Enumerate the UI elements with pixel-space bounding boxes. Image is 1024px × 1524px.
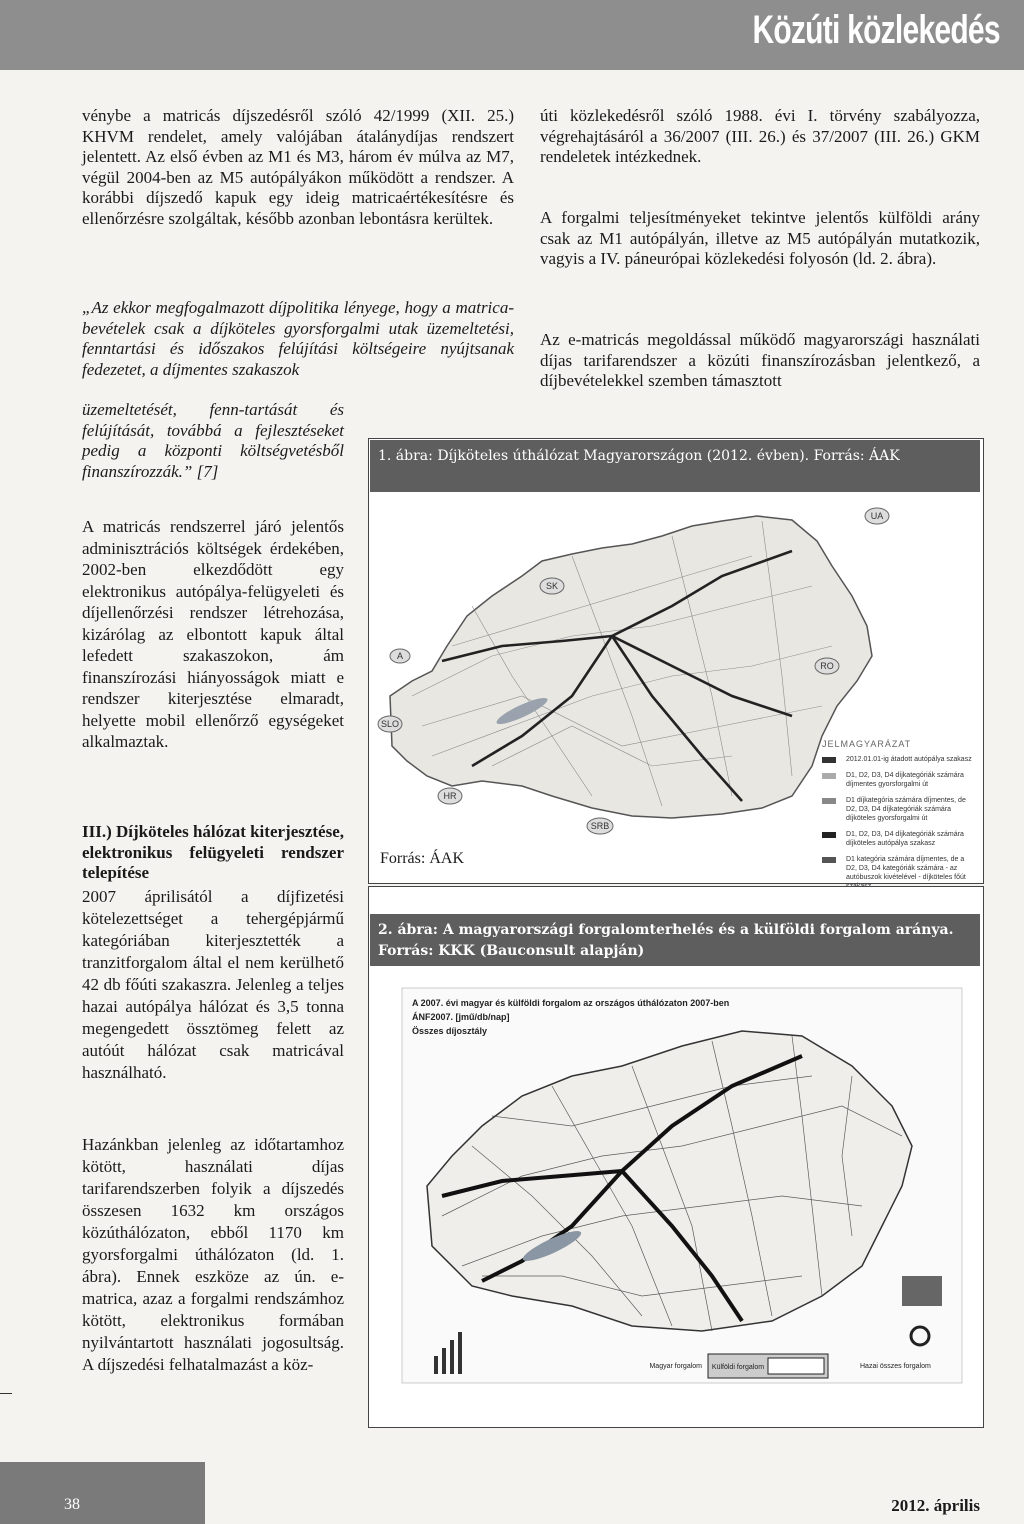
- section-title: Közúti közlekedés: [752, 8, 1000, 52]
- legend-title: JELMAGYARÁZAT: [822, 739, 912, 749]
- quote-part-1: „Az ekkor megfogalmazott díjpolitika lényege, hogy a matrica-bevételek csak a díjköteles gyorsforgalmi utak üzemeltetési, fenntartási és időszakos felújítási költségeire nyújtsanak fedezetet, a díjmentes szakaszok: [82, 298, 514, 379]
- paragraph-r1: úti közlekedésről szóló 1988. évi I. törvény szabályozza, végrehajtásáról a 36/2007 (III. 26.) és 37/2007 (III. 26.) GKM rendeletek intézkednek.: [540, 106, 980, 166]
- figure-2-caption: 2. ábra: A magyarországi forgalomterhelés és a külföldi forgalom aránya. Forrás: KKK (Bauconsult alapján): [370, 914, 980, 966]
- quote-part-2: üzemeltetését, fenn-tartását és felújítását, továbbá a fejlesztéseket pedig a központi költségvetésből finanszírozzák.” [7]: [82, 400, 344, 481]
- paragraph-4: Hazánkban jelenleg az időtartamhoz kötött, használati díjas tarifarendszerben folyik a díjszedés összesen 1632 km országos közúthálózaton, ebből 1170 km gyorsforgalmi úthálózaton (ld. 1. ábra). Ennek eszköze az ún. e-matrica, azaz a forgalmi rendszámhoz kötött, elektronikus formában nyilvántartott használati jogosultság. A díjszedési felhatalmazást a köz-: [82, 1135, 344, 1374]
- legend-item: 2012.01.01-ig átadott autópálya szakasz: [822, 755, 976, 764]
- legend-item: D1 díjkategória számára díjmentes, de D2, D3, D4 díjkategóriák számára díjköteles gyorsforgalmi út: [822, 796, 976, 823]
- map-label-srb: SRB: [590, 821, 610, 831]
- legend-item: D1, D2, D3, D4 díjkategóriák számára díjmentes gyorsforgalmi út: [822, 771, 976, 789]
- figure-1-source: Forrás: ÁAK: [380, 850, 464, 867]
- map-label-a: A: [396, 651, 404, 661]
- map2-legend-total: Hazai összes forgalom: [860, 1363, 931, 1370]
- paragraph-r2: A forgalmi teljesítményeket tekintve jelentős külföldi arány csak az M1 autópályán, illetve az M5 autópályán mutatkozik, vagyis a IV. páneurópai közlekedési folyosón (ld. 2. ábra).: [540, 208, 980, 268]
- page-number: 38: [64, 1496, 80, 1513]
- map2-legend-hungarian: Magyar forgalom: [649, 1363, 702, 1370]
- footer-bar: [0, 1462, 205, 1524]
- map-label-ro: RO: [820, 661, 834, 671]
- paragraph-2: A matricás rendszerrel járó jelentős adminisztrációs költségek érdekében, 2002-ben elkezdődött egy elektronikus autópálya-felügyeleti és díjellenőrzési rendszer létrehozása, kizárólag az elbontott kapuk által lefedett szakaszokon, ám finanszírozási hiányosságok miatt e rendszer kiterjesztése elmaradt, helyette mobil ellenőrző egységeket alkalmaztak.: [82, 517, 344, 751]
- map2-subtitle: ÁNF2007. [jmű/db/nap]: [412, 1012, 510, 1022]
- paragraph-3: 2007 áprilisától a díjfizetési kötelezettséget a tehergépjármű kategóriában kiterjesztették a tranzitforgalom által el nem kerülhető 42 db főúti szakaszra. Jelenleg a teljes hazai autópálya hálózat és 3,5 tonna megengedett össztömeg felett az autóút hálózat csak matricával használható.: [82, 887, 344, 1082]
- legend-item: D1, D2, D3, D4 díjkategóriák számára díjköteles autópálya szakasz: [822, 830, 976, 848]
- map-label-slo: SLO: [380, 719, 400, 729]
- margin-rule: [0, 1393, 12, 1394]
- figure-2-map: [372, 976, 978, 1416]
- map2-legend-foreign: Külföldi forgalom: [711, 1364, 765, 1371]
- figure-1-caption: 1. ábra: Díjköteles úthálózat Magyarországon (2012. évben). Forrás: ÁAK: [370, 440, 980, 492]
- map-label-hr: HR: [443, 791, 457, 801]
- map-label-sk: SK: [545, 581, 559, 591]
- map2-subtitle-2: Összes díjosztály: [412, 1026, 488, 1036]
- legend-item: D1 kategória számára díjmentes, de a D2, D3, D4 kategóriák számára - az autóbuszok kivételével - díjköteles főút: [822, 855, 976, 891]
- map2-title: A 2007. évi magyar és külföldi forgalom az országos úthálózaton 2007-ben: [412, 998, 730, 1008]
- paragraph-1: vénybe a matricás díjszedésről szóló 42/1999 (XII. 25.) KHVM rendelet, amely valójában átalánydíjas rendszert jelentett. Az első évben az M1 és M3, három év múlva az M7, végül 2004-ben az M5 autópályákon működött a rendszer. A korábbi díjszedő kapuk egy ideig matricaértékesítésre és ellenőrzésre szolgáltak, később azonban lebontásra kerültek.: [82, 106, 514, 228]
- map-label-ua: UA: [870, 511, 884, 521]
- issue-date: 2012. április: [891, 1496, 980, 1515]
- section-heading: III.) Díjköteles hálózat kiterjesztése, elektronikus felügyeleti rendszer telepítése: [82, 822, 345, 882]
- paragraph-r3: Az e-matricás megoldással működő magyarországi használati díjas tarifarendszer a közúti finanszírozásban jelentkező, a díjbevételekkel szemben támasztott: [540, 330, 980, 390]
- figure-1-legend: [822, 740, 976, 898]
